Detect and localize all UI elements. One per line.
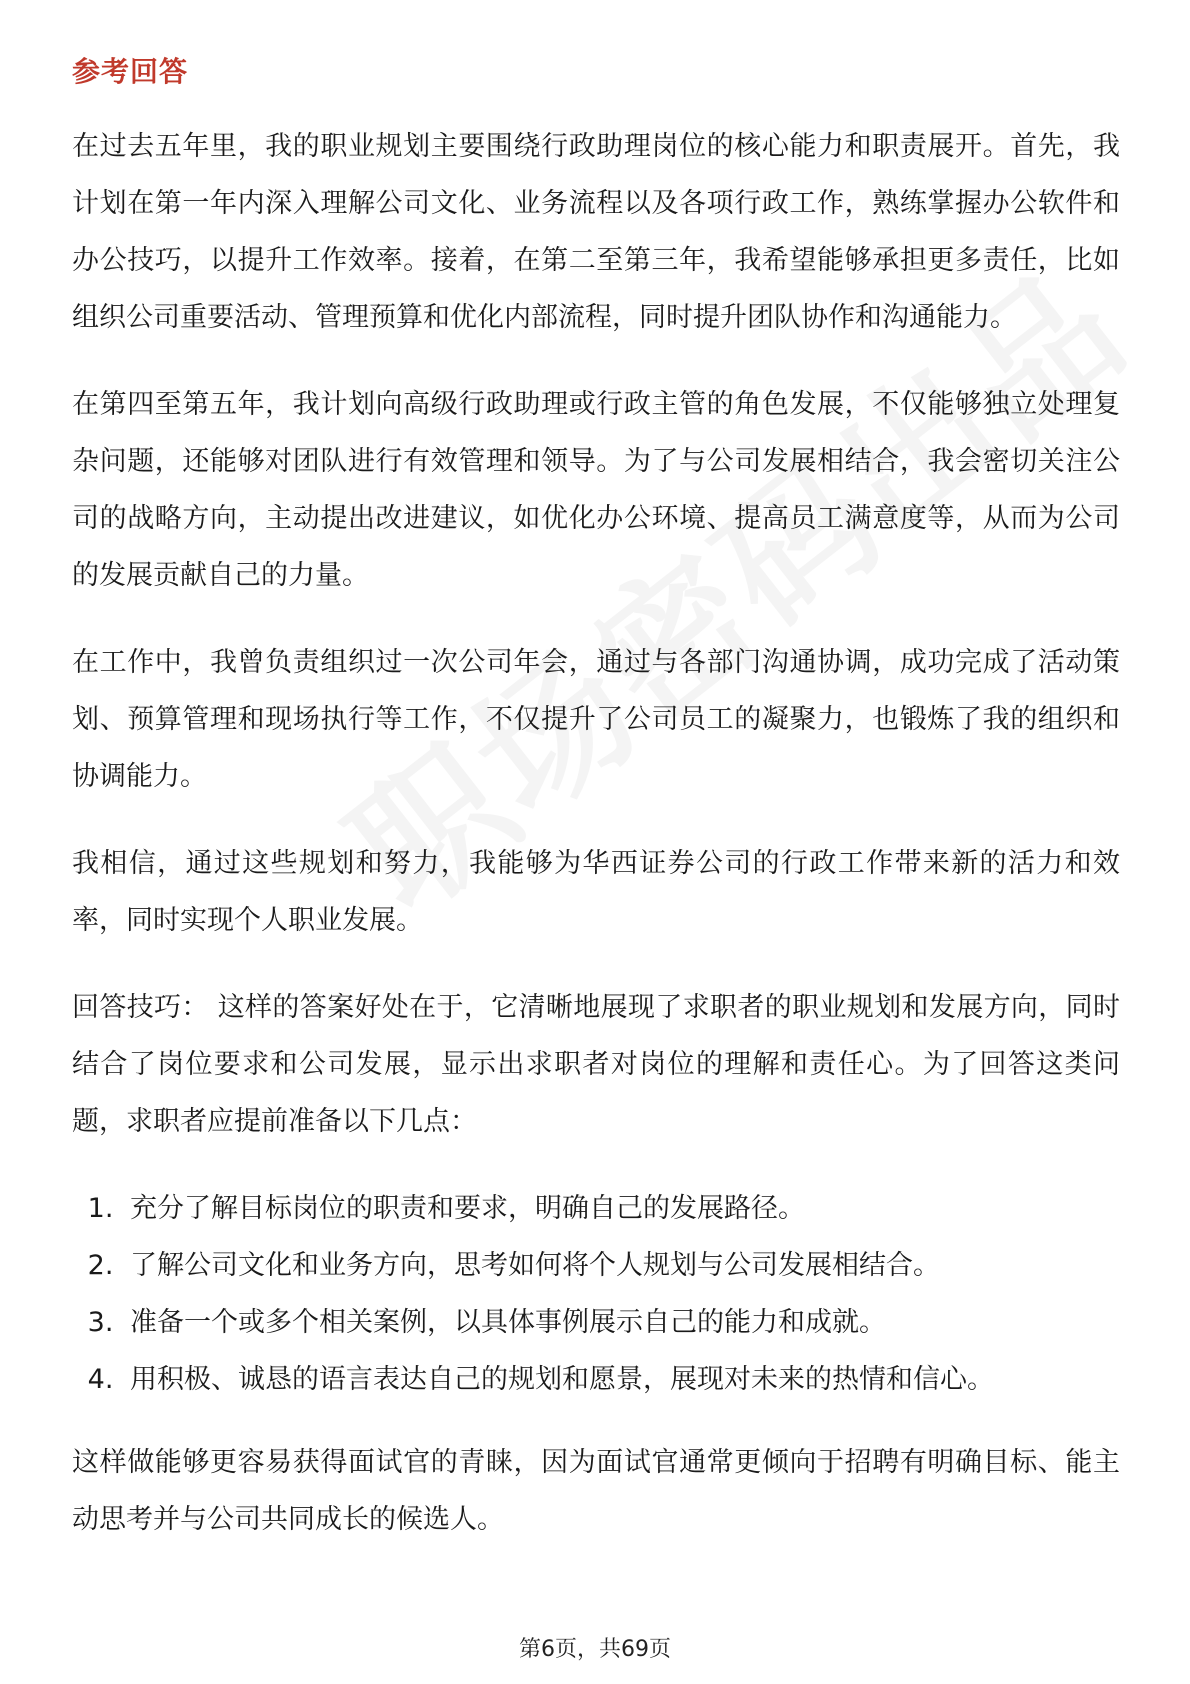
section-heading: 参考回答 bbox=[72, 55, 189, 88]
paragraph-closing: 这样做能够更容易获得面试官的青睐，因为面试官通常更倾向于招聘有明确目标、能主动思考并与公司共同成长的候选人。 bbox=[72, 1447, 1120, 1535]
list-item: 3. 准备一个或多个相关案例，以具体事例展示自己的能力和成就。 bbox=[122, 1294, 1120, 1351]
list-item: 1. 充分了解目标岗位的职责和要求，明确自己的发展路径。 bbox=[122, 1180, 1120, 1237]
list-item: 2. 了解公司文化和业务方向，思考如何将个人规划与公司发展相结合。 bbox=[122, 1237, 1120, 1294]
paragraph-plan-early-years: 在过去五年里，我的职业规划主要围绕行政助理岗位的核心能力和职责展开。首先，我计划在第一年内深入理解公司文化、业务流程以及各项行政工作，熟练掌握办公软件和办公技巧，以提升工作效率。接着，在第二至第三年，我希望能够承担更多责任，比如组织公司重要活动、管理预算和优化内部流程，同时提升团队协作和沟通能力。 bbox=[72, 131, 1120, 333]
paragraph-experience: 在工作中，我曾负责组织过一次公司年会，通过与各部门沟通协调，成功完成了活动策划、预算管理和现场执行等工作，不仅提升了公司员工的凝聚力，也锻炼了我的组织和协调能力。 bbox=[72, 647, 1120, 792]
list-item: 4. 用积极、诚恳的语言表达自己的规划和愿景，展现对未来的热情和信心。 bbox=[122, 1351, 1120, 1408]
tips-list bbox=[72, 1180, 1120, 1408]
paragraph-plan-later-years: 在第四至第五年，我计划向高级行政助理或行政主管的角色发展，不仅能够独立处理复杂问题，还能够对团队进行有效管理和领导。为了与公司发展相结合，我会密切关注公司的战略方向，主动提出改进建议，如优化办公环境、提高员工满意度等，从而为公司的发展贡献自己的力量。 bbox=[72, 389, 1120, 591]
paragraph-conclusion: 我相信，通过这些规划和努力，我能够为华西证券公司的行政工作带来新的活力和效率，同时实现个人职业发展。 bbox=[72, 848, 1120, 936]
page-number: 第6页，共69页 bbox=[519, 1637, 671, 1662]
paragraph-answer-tips: 回答技巧： 这样的答案好处在于，它清晰地展现了求职者的职业规划和发展方向，同时结合了岗位要求和公司发展，显示出求职者对岗位的理解和责任心。为了回答这类问题，求职者应提前准备以下几点： bbox=[72, 992, 1120, 1137]
answer-content bbox=[72, 118, 1120, 1578]
